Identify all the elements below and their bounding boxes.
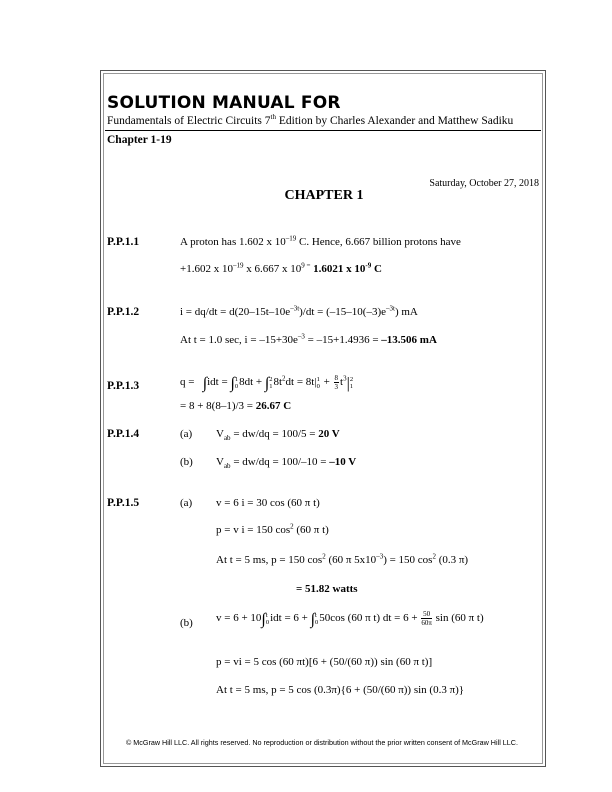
copyright-footer: © McGraw Hill LLC. All rights reserved. No reproduction or distribution without the prior written consent of McGraw Hill LLC. (126, 738, 518, 747)
fraction: $\frac{8}{3}$ (334, 374, 339, 391)
problem-1-5-a-line-2: p = v i = 150 $\cos^2 (60$ π t) (216, 522, 329, 536)
problem-1-5-a-line-1: v = 6 i = 30 cos (60 π t) (216, 497, 320, 509)
banner-title: SOLUTION MANUAL FOR (107, 93, 341, 113)
answer-1-4-b: –10 V (329, 456, 357, 468)
answer-1-1: 1.6021 x $10^{-9}$ C (310, 261, 382, 275)
problem-label-1-5: P.P.1.5 (107, 497, 140, 509)
problem-1-5-a-line-3: At t = 5 ms, p = 150 $\cos^2 (60$ π $5x10^{-3}) = 150$ $\cos^2 (0.3$ π) (216, 552, 469, 566)
problem-label-1-4: P.P.1.4 (107, 428, 140, 440)
problem-1-3-line-2: = 8 + 8(8–1)/3 = 26.67 C (180, 400, 292, 412)
fraction: $\frac{50}{60\pi}$ (421, 610, 432, 627)
chapter-heading: CHAPTER 1 (284, 188, 364, 203)
problem-label-1-2: P.P.1.2 (107, 306, 140, 318)
problem-1-4-part-b: $V_{ab} = dw/dq = 100/-10 = -10$ V (216, 456, 357, 471)
problem-1-4-part-b-label: (b) (180, 456, 193, 468)
problem-label-1-3: P.P.1.3 (107, 380, 140, 392)
answer-1-5-a: = 51.82 watts (296, 583, 358, 595)
problem-1-4-part-a: $V_{ab} = dw/dq = 100/5 = 20$ V (216, 428, 340, 443)
integral-sign: ∫ (264, 375, 270, 393)
problem-label-1-1: P.P.1.1 (107, 236, 140, 248)
problem-1-5-b-line-2: p = vi = 5 cos (60 πt)[6 + (50/(60 π)) sin (60 π t)] (216, 656, 433, 668)
answer-1-3: 26.67 C (255, 400, 292, 412)
problem-1-5-part-b-label: (b) (180, 617, 193, 629)
integral-sign: ∫ (310, 611, 315, 629)
date-stamp: Saturday, October 27, 2018 (429, 178, 539, 189)
answer-1-2: –13.506 mA (381, 334, 437, 346)
answer-1-4-a: 20 V (318, 428, 340, 440)
integral-sign: ∫ (261, 611, 266, 629)
problem-1-2-line-2: At t = 1.0 sec, $i = -15+30e^{-3} = -15+1.4936 = -13.506$ mA (180, 332, 437, 346)
problem-1-2-line-1: $i = dq/dt = d(20-15t-10e^{-3t})/dt = (-15-10(-3)e^{-3t})$ mA (180, 304, 418, 318)
problem-1-5-b-line-3: At t = 5 ms, p = 5 cos (0.3π){6 + (50/(60 π)) sin (0.3 π)} (216, 684, 465, 696)
problem-1-1-line-2: +1.602 x $10^{-19}$ x 6.667 x $10^{9 =}$ 1.6021 x $10^{-9}$ C (180, 261, 382, 275)
chapter-range: Chapter 1-19 (107, 134, 172, 146)
problem-1-3-line-1: q = ∫idt = ∫ 1 0 8dt + ∫ 2 1 $8t^2dt = 8t|$ 1 0 + $\frac{8}{3}$ $t^3|$ 2 1 (180, 374, 354, 393)
integral-sign: ∫ (230, 375, 235, 393)
book-subtitle: Fundamentals of Electric Circuits 7th Edition by Charles Alexander and Matthew Sadiku (107, 113, 514, 127)
problem-1-5-b-line-1: v = 6 + 10∫ t 0 idt = 6 + ∫ t 0 50cos (60 π t) dt = 6 + $\frac{50}{60\pi}$ sin (60 π t) (216, 610, 484, 629)
problem-1-4-part-a-label: (a) (180, 428, 193, 440)
problem-1-1-line-1: A proton has 1.602 x $10^{-19}$ C. Hence, 6.667 billion protons have (180, 234, 461, 248)
integral-sign: ∫ (202, 375, 208, 393)
header-rule (105, 130, 541, 131)
problem-1-5-part-a-label: (a) (180, 497, 193, 509)
